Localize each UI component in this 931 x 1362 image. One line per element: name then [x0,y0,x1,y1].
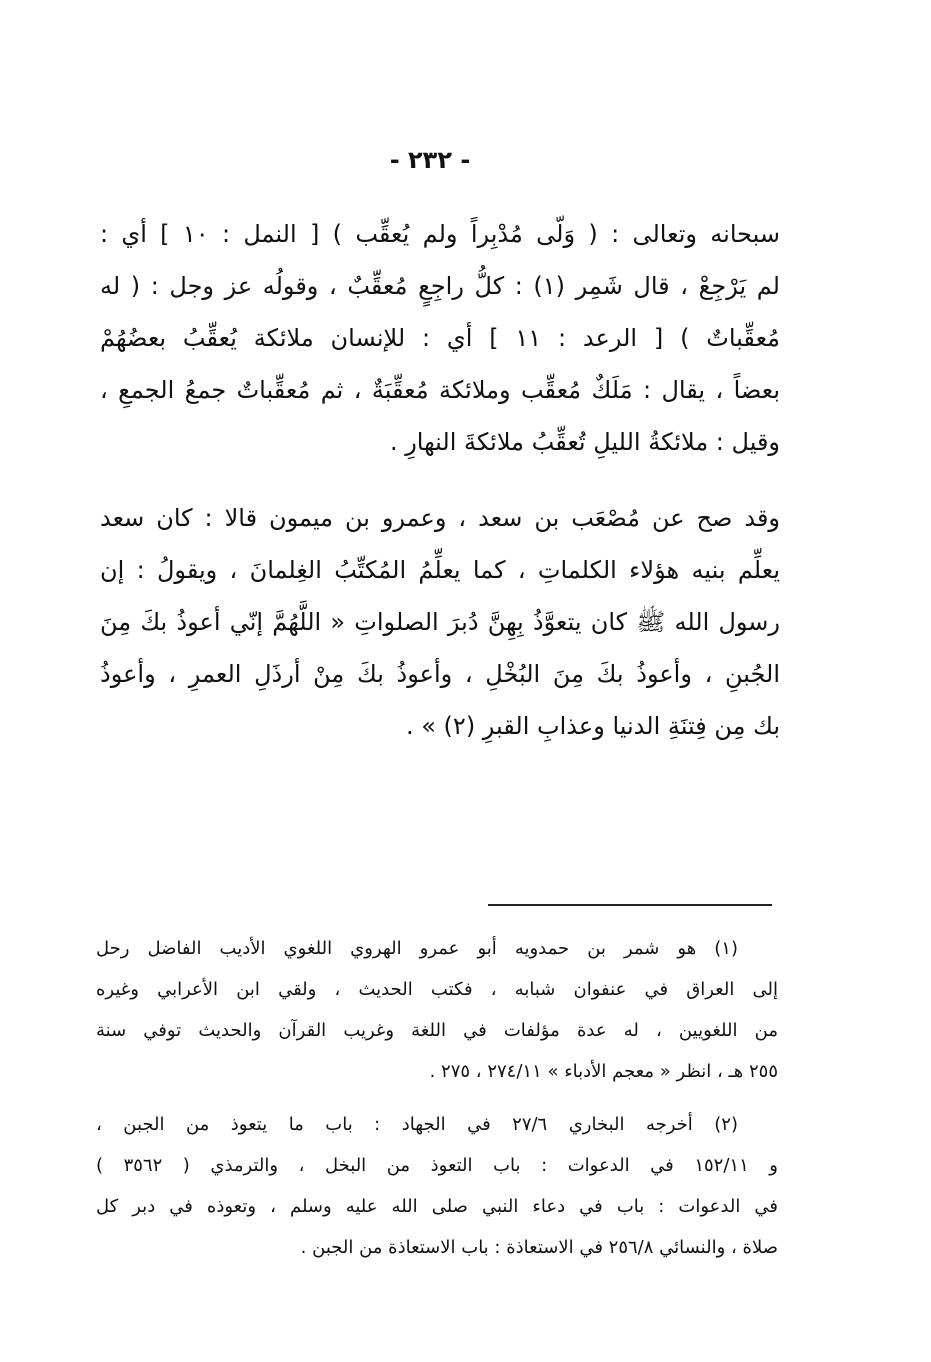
body-line: بعضاً ، يقال : مَلَكٌ مُعقِّب وملائكة مُعقِّبَةٌ ، ثم مُعقِّباتٌ جمعُ الجمعِ ، [100,376,780,404]
footnote-line: في الدعوات : باب في دعاء النبي صلى الله عليه وسلم ، وتعوذه في دبر كل [96,1196,778,1217]
footnote-divider [488,904,772,906]
footnote-line: صلاة ، والنسائي ٢٥٦/٨ في الاستعاذة : باب الاستعاذة من الجبن . [300,1237,778,1258]
footnote-line: (١) هو شمر بن حمدويه أبو عمرو الهروي اللغوي الأديب الفاضل رحل [96,938,738,959]
body-line: مُعقِّباتٌ ) [ الرعد : ١١ ] أي : للإنسان ملائكة يُعقِّبُ بعضُهُمْ [100,324,780,352]
footnote-gap [96,1092,778,1104]
body-line: لم يَرْجِعْ ، قال شَمِر (١) : كلُّ راجِعٍ مُعقِّبٌ ، وقولُه عز وجل : ( له [100,272,780,300]
paragraph-gap [100,468,780,492]
footnote-line: (٢) أخرجه البخاري ٢٧/٦ في الجهاد : باب ما يتعوذ من الجبن ، [96,1114,738,1135]
body-line: وقد صح عن مُصْعَب بن سعد ، وعمرو بن ميمون قالا : كان سعد [100,504,780,532]
body-line: وقيل : ملائكةُ الليلِ تُعقِّبُ ملائكةَ النهارِ . [389,428,780,456]
footnote-line: من اللغويين ، له عدة مؤلفات في اللغة وغريب القرآن والحديث توفي سنة [96,1020,778,1041]
main-text [100,208,780,752]
page-number: - ٢٣٢ - [389,146,471,174]
body-line: بك مِن فِتنَةِ الدنيا وعذابِ القبرِ (٢) » . [405,712,780,740]
footnotes [96,928,778,1268]
footnote-line: و ١٥٢/١١ في الدعوات : باب التعوذ من البخل ، والترمذي ( ٣٥٦٢ ) [96,1155,778,1176]
footnote-line: ٢٥٥ هـ ، انظر « معجم الأدباء » ٢٧٤/١١ ، ٢٧٥ . [429,1061,778,1082]
footnote-line: إلى العراق في عنفوان شبابه ، فكتب الحديث ، ولقي ابن الأعرابي وغيره [96,979,778,1000]
body-line: سبحانه وتعالى : ( وَلّى مُدْبِراً ولم يُعقِّب ) [ النمل : ١٠ ] أي : [100,220,780,248]
body-line: رسول الله ﷺ كان يتعوَّذُ بِهِنَّ دُبرَ الصلواتِ « اللَّهُمَّ إنّي أعوذُ بكَ مِنَ [100,608,780,636]
body-line: الجُبنِ ، وأعوذُ بكَ مِنَ البُخْلِ ، وأعوذُ بكَ مِنْ أرذَلِ العمرِ ، وأعوذُ [100,660,780,688]
body-line: يعلِّم بنيه هؤلاء الكلماتِ ، كما يعلِّمُ المُكتِّبُ الغِلمانَ ، ويقولُ : إن [100,556,780,584]
